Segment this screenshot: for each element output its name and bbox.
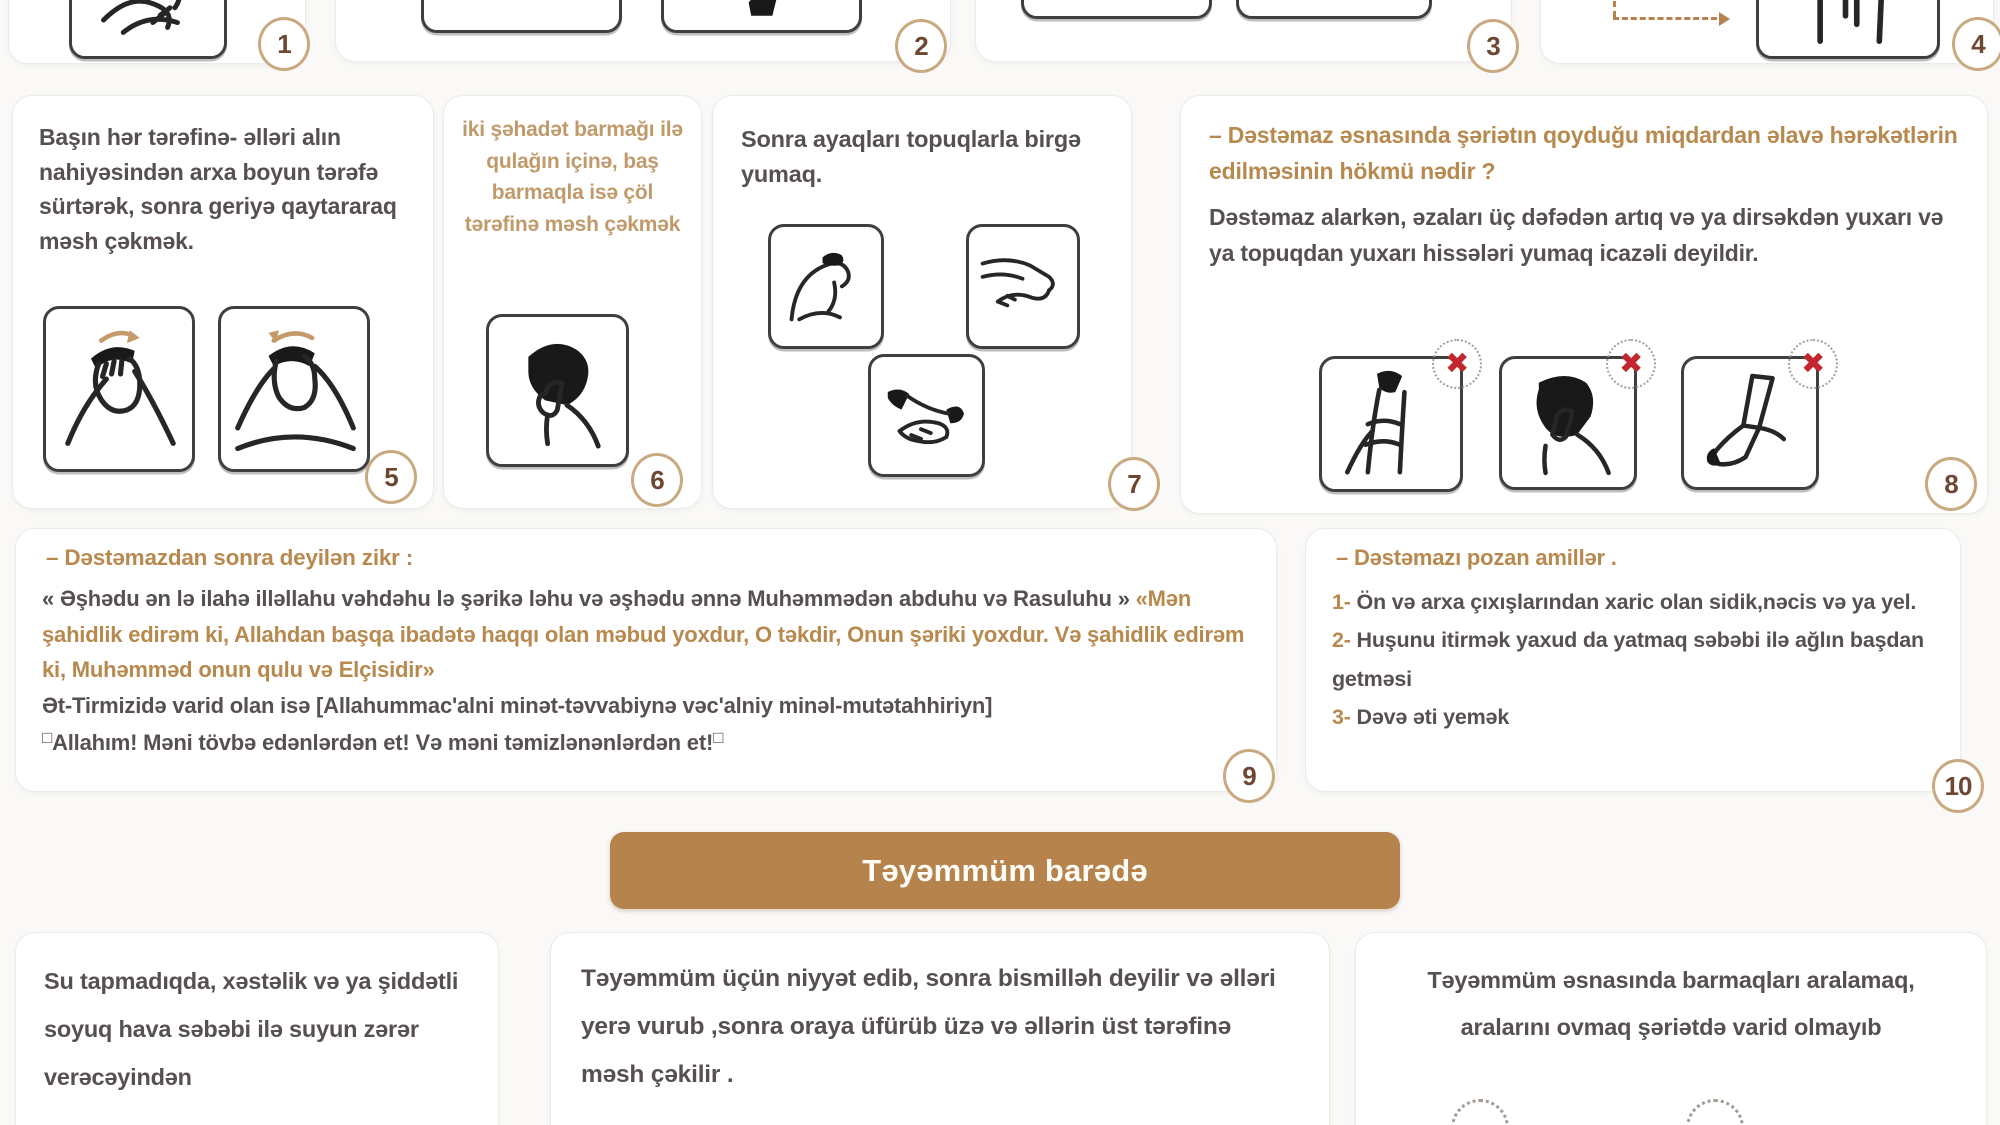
wudu-step-10-card xyxy=(1305,528,1961,792)
forbidden-head-wash-illustration-box xyxy=(1499,347,1644,490)
dotted-circle-marker xyxy=(1686,1099,1744,1125)
wudu-step-7-card xyxy=(712,95,1132,509)
wudu-step-6-card xyxy=(443,95,702,509)
step10-heading: – Dəstəmazı pozan amillər . xyxy=(1336,545,1617,570)
tirmizi-line: Ət-Tirmizidə varid olan isə [Allahummac'alni minət-təvvabiynə vəc'alniy minəl-mutətahhiriyn] xyxy=(42,692,993,718)
dashed-guide-line-horizontal xyxy=(1613,17,1717,20)
foot-with-hand-illustration-box xyxy=(966,224,1080,349)
section-title: Təyəmmüm barədə xyxy=(862,852,1148,888)
hand-washing-illustration xyxy=(81,0,215,48)
head-wipe-back-illustration xyxy=(230,319,358,460)
list-item xyxy=(1332,583,1932,621)
wudu-step-3-card xyxy=(975,0,1512,62)
step-number-badge: 2 xyxy=(895,19,947,73)
step8-answer: Dəstəmaz alarkən, əzaları üç dəfədən artıq və ya dirsəkdən yuxarı və ya topuqdan yuxarı hissələri yumaq icazəli deyildir. xyxy=(1209,204,1944,266)
step3-illustration-box-right xyxy=(1236,0,1432,19)
tayammum-card3-text: Təyəmmüm əsnasında barmaqları aralamaq, aralarını ovmaq şəriətdə varid olmayıb xyxy=(1427,967,1915,1040)
ear-wipe-illustration-box xyxy=(486,314,629,467)
foot-with-hand-illustration xyxy=(975,234,1070,339)
forbidden-x-icon: ✖ xyxy=(1606,339,1656,389)
dotted-circle-marker xyxy=(1451,1099,1509,1125)
tayammum-card1-text: Su tapmadıqda, xəstəlik və ya şiddətli soyuq hava səbəbi ilə suyun zərər verəcəyindən xyxy=(44,968,459,1091)
zikr-translation: «Mən şahidlik edirəm ki, Allahdan başqa ibadətə haqqı olan məbud yoxdur, O təkdir, Onun şəriki yoxdur. Və şahidlik edirəm ki, Muhəmməd onun qulu və Elçisidir» xyxy=(42,586,1245,683)
forbidden-arm-wash-illustration-box xyxy=(1319,347,1470,492)
tayammum-section-banner xyxy=(610,832,1400,909)
item-text: Ön və arxa çıxışlarından xaric olan sidik,nəcis və ya yel. xyxy=(1350,590,1917,614)
list-item xyxy=(1332,621,1932,698)
ear-wipe-illustration xyxy=(497,326,618,455)
step9-zikr-text xyxy=(42,581,1248,760)
step2-illustration-box-left xyxy=(421,0,622,33)
step-number-badge: 5 xyxy=(365,450,417,504)
forbidden-arm-wash-illustration xyxy=(1330,367,1451,481)
step3-illustration-box-left xyxy=(1021,0,1212,19)
raised-hands-illustration-box xyxy=(1756,0,1940,59)
forbidden-leg-wash-illustration xyxy=(1692,367,1808,480)
dashed-guide-line-vertical xyxy=(1613,0,1616,17)
step10-list xyxy=(1332,583,1932,736)
foot-wash-person-illustration xyxy=(778,234,875,339)
raised-hands-illustration xyxy=(1770,0,1927,46)
forbidden-x-icon: ✖ xyxy=(1788,339,1838,389)
wudu-step-2-card xyxy=(335,0,951,62)
step-number-badge: 9 xyxy=(1223,749,1275,803)
hands-holding-foot-illustration xyxy=(878,364,976,467)
tayammum-card-3 xyxy=(1355,932,1987,1125)
forbidden-x-icon: ✖ xyxy=(1432,339,1482,389)
tirmizi-translation: Allahım! Məni tövbə edənlərdən et! Və məni təmizlənənlərdən et! xyxy=(52,729,714,755)
step-number-badge: 3 xyxy=(1467,19,1519,73)
wudu-step-9-card xyxy=(15,528,1277,792)
step5-instruction: Başın hər tərəfinə- əlləri alın nahiyəsindən arxa boyun tərəfə sürtərək, sonra geriyə qaytararaq məsh çəkmək. xyxy=(39,124,397,254)
step9-heading: – Dəstəmazdan sonra deyilən zikr : xyxy=(46,545,414,570)
step-number-badge: 8 xyxy=(1925,457,1977,511)
item-number: 3- xyxy=(1332,704,1351,729)
step2-illustration xyxy=(676,0,848,21)
zikr-transliteration: « Əşhədu ən lə ilahə illəllahu vəhdəhu lə şərikə ləhu və əşhədu ənnə Muhəmmədən abduhu və Rasuluhu » xyxy=(42,586,1136,611)
step-number-badge: 6 xyxy=(631,453,683,507)
step-number-badge: 10 xyxy=(1932,759,1984,813)
wudu-step-5-card xyxy=(12,95,434,509)
wudu-step-8-card xyxy=(1180,95,1988,514)
missing-glyph-box: □ xyxy=(713,727,724,747)
step6-instruction: iki şəhadət barmağı ilə qulağın içinə, baş barmaqla isə çöl tərəfinə məsh çəkmək xyxy=(462,118,683,236)
forbidden-leg-wash-illustration-box xyxy=(1681,347,1826,490)
tayammum-card-1 xyxy=(15,932,499,1125)
missing-glyph-box: □ xyxy=(42,727,53,747)
dashed-arrow-head xyxy=(1719,12,1730,26)
head-wipe-back-illustration-box xyxy=(218,306,370,472)
hand-washing-illustration-box xyxy=(69,0,227,59)
step8-question: – Dəstəmaz əsnasında şəriətın qoyduğu miqdardan əlavə hərəkətlərin edilməsinin hökmü nədir ? xyxy=(1209,122,1958,184)
forbidden-head-wash-illustration xyxy=(1510,367,1626,480)
step-number-badge: 4 xyxy=(1952,17,2000,71)
wudu-step-4-card xyxy=(1540,0,1994,64)
head-wipe-forward-illustration xyxy=(55,319,183,460)
item-text: Huşunu itirmək yaxud da yatmaq səbəbi ilə ağlın başdan getməsi xyxy=(1332,628,1924,691)
hands-holding-foot-illustration-box xyxy=(868,354,985,477)
item-number: 2- xyxy=(1332,628,1351,653)
foot-wash-person-illustration-box xyxy=(768,224,884,349)
item-text: Dəvə əti yemək xyxy=(1350,704,1510,729)
list-item xyxy=(1332,698,1932,736)
step-number-badge: 7 xyxy=(1108,457,1160,511)
step2-illustration-box-right xyxy=(661,0,862,33)
step-number-badge: 1 xyxy=(258,17,310,71)
tayammum-card2-text: Təyəmmüm üçün niyyət edib, sonra bismilləh deyilir və əlləri yerə vurub ,sonra oraya üfürüb üzə və əllərin üst tərəfinə məsh çəkilir . xyxy=(581,965,1276,1088)
tayammum-card-2 xyxy=(550,932,1330,1125)
head-wipe-forward-illustration-box xyxy=(43,306,195,472)
item-number: 1- xyxy=(1332,590,1351,614)
step7-instruction: Sonra ayaqları topuqlarla birgə yumaq. xyxy=(741,126,1081,188)
